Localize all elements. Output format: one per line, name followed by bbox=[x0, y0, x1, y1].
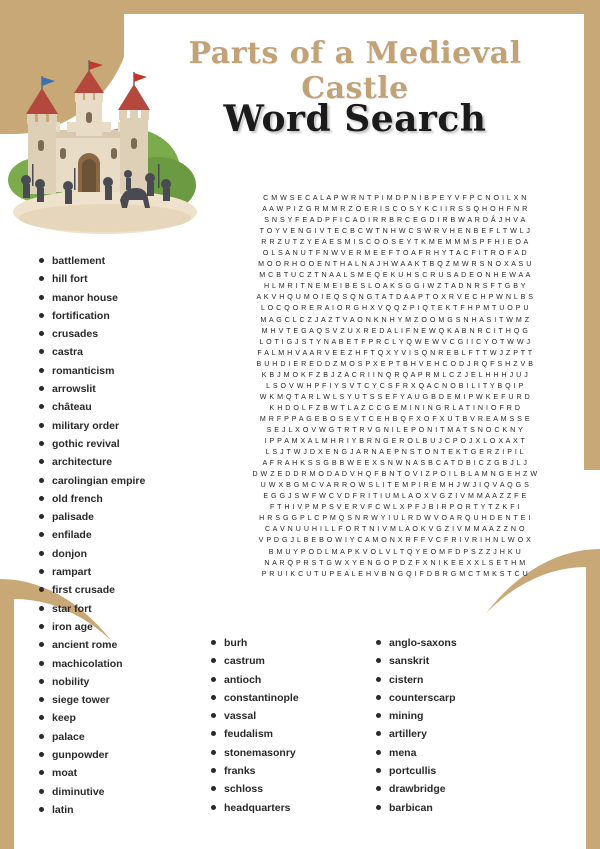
word-list-item[interactable]: crusades bbox=[38, 325, 188, 343]
word-list-item[interactable]: rampart bbox=[38, 563, 188, 581]
word-list-item[interactable]: carolingian empire bbox=[38, 472, 188, 490]
word-list-item[interactable]: battlement bbox=[38, 252, 188, 270]
grid-row: A K V H Q U M O I E Q S Q N G T A T D A A P T O X R V E C H P W N L B S bbox=[256, 293, 534, 302]
word-list-item[interactable]: mining bbox=[375, 707, 535, 725]
grid-row: O L S A N U T F N W V E R M E E F T O A F R H Y T A C F I T R O F A D bbox=[262, 249, 528, 258]
grid-row: M C B T U C Z T N A A L S M E Q E K U H S C R U S A D E O N H E W A A bbox=[259, 271, 531, 280]
word-list-item[interactable]: fortification bbox=[38, 307, 188, 325]
word-list-item[interactable]: schloss bbox=[210, 780, 360, 798]
word-list-item[interactable]: château bbox=[38, 398, 188, 416]
grid-row: T O Y V E N G I V T E C B C W T N H W C S W R V H E N B E F L T W L J bbox=[259, 227, 531, 236]
word-list-item[interactable]: palisade bbox=[38, 508, 188, 526]
grid-row: C A V N U U H I L L F O R T N I V M L A O K V G Z I V M M A A Z Z N O bbox=[264, 525, 526, 534]
word-list-item[interactable]: palace bbox=[38, 728, 188, 746]
grid-row: F T H I V P M P S V E R V F C W L X P F J B I R P O R T Y T Z K F I bbox=[269, 503, 521, 512]
grid-row: M R F P P A G E B O S E V T C E H B Q F X O F X U T B V R E A M S S E bbox=[259, 414, 531, 423]
word-list-item[interactable]: feudalism bbox=[210, 725, 360, 743]
word-list-item[interactable]: arrowslit bbox=[38, 380, 188, 398]
grid-row: H R S G G P L C P M Q S N R W Y I U L R D W V O A R Q U H D E N T E I bbox=[259, 514, 531, 523]
word-list-item[interactable]: franks bbox=[210, 762, 360, 780]
word-list-item[interactable]: mena bbox=[375, 744, 535, 762]
word-list-item[interactable]: barbican bbox=[375, 799, 535, 817]
word-list-item[interactable]: drawbridge bbox=[375, 780, 535, 798]
word-list-item[interactable]: vassal bbox=[210, 707, 360, 725]
grid-row: L S J T W J D X E N G J A R N A E P N S T O N T E K T G E R Z I P I L bbox=[265, 448, 525, 457]
grid-row: K H D O L F Z B W T L A Z C C G E M I N I N G R L A T I N I O F R D bbox=[269, 403, 521, 412]
grid-row: D W Z E D D R M O D A D V H Q F B N T O V I Z P O I L B L A M N G E H Z W bbox=[252, 470, 538, 479]
word-list-item[interactable]: nobility bbox=[38, 673, 188, 691]
grid-row: M A G C L C Z J A Z T V A O N K N H Y M Z O O M G S N H A S I T W M Z bbox=[260, 315, 530, 324]
word-list-item[interactable]: romanticism bbox=[38, 362, 188, 380]
word-list-item[interactable]: gothic revival bbox=[38, 435, 188, 453]
word-list-item[interactable]: siege tower bbox=[38, 691, 188, 709]
word-list-item[interactable]: donjon bbox=[38, 545, 188, 563]
word-list-item[interactable]: star fort bbox=[38, 600, 188, 618]
decor-band-top bbox=[108, 0, 600, 14]
grid-row: S N S Y F E A D P F I C A D I R R B R C E G D I R B W A R D Â J H V A bbox=[264, 216, 526, 225]
grid-row: L O T I G J S T Y N A B E T F P R C L Y Q W E W V C G I I C Y O T W W J bbox=[259, 337, 531, 346]
word-list-item[interactable]: antioch bbox=[210, 671, 360, 689]
grid-row: A A W P I Z G R M M R Z O E R I S C O S Y K C I I R S S Q H O H F N R bbox=[262, 205, 528, 214]
page-title: Parts of a Medieval Castle bbox=[188, 36, 522, 106]
word-list-item[interactable]: iron age bbox=[38, 618, 188, 636]
grid-row: M O O R H O O E N T H A L N A J H W A A K T B Q Z M W R S N O X A S U bbox=[258, 260, 532, 269]
word-list-item[interactable]: headquarters bbox=[210, 799, 360, 817]
grid-row: A F R A H K S S G B B W E E X S N W N A S B C A T D B I C Z G B J L J bbox=[262, 459, 528, 468]
word-list-item[interactable]: moat bbox=[38, 764, 188, 782]
grid-row: H L M R I T N E M E I B E S L O A K S G G I W Z T A D N R S F T G B Y bbox=[263, 282, 527, 291]
grid-row: W K M Q T A R L W L S Y U T S S E F Y A U G B D E M I P W K E F U R D bbox=[259, 392, 531, 401]
word-list-item[interactable]: gunpowder bbox=[38, 746, 188, 764]
word-list-item[interactable]: burh bbox=[210, 634, 360, 652]
word-list-item[interactable]: sanskrit bbox=[375, 652, 535, 670]
word-list-item[interactable]: machicolation bbox=[38, 655, 188, 673]
word-list-item[interactable]: castra bbox=[38, 343, 188, 361]
word-list-item[interactable]: ancient rome bbox=[38, 636, 188, 654]
word-list-item[interactable]: architecture bbox=[38, 453, 188, 471]
word-list-item[interactable]: stonemasonry bbox=[210, 744, 360, 762]
word-search-grid[interactable] bbox=[200, 193, 590, 580]
word-list-item[interactable]: first crusade bbox=[38, 581, 188, 599]
word-list-item[interactable]: military order bbox=[38, 417, 188, 435]
grid-row: L S O V W H P F I Y S V T C Y C S F R X Q A C N O B I L I T Y B Q I P bbox=[266, 381, 524, 390]
word-list-item[interactable]: keep bbox=[38, 709, 188, 727]
grid-row: S E J L X O V W G T R T R V G N I L E P O N I T M A T S N O C K N Y bbox=[266, 425, 524, 434]
word-list-item[interactable]: diminutive bbox=[38, 783, 188, 801]
grid-row: U W X B G M C V A R R O W S L I T E M P I R E M H J W J I Q V A Q G S bbox=[260, 481, 530, 490]
word-list-item[interactable]: old french bbox=[38, 490, 188, 508]
grid-row: E G G J S W F W C V D F R I T I U M L A O X V G Z I V M M A A Z Z F E bbox=[263, 492, 527, 501]
word-list-item[interactable]: counterscarp bbox=[375, 689, 535, 707]
word-list-item[interactable]: artillery bbox=[375, 725, 535, 743]
grid-row: C M W S E C A L A P W R N T P I M D P N I B P E Y V F P C N O I L X N bbox=[263, 194, 527, 202]
word-list-middle bbox=[210, 634, 360, 817]
grid-row: V P D G J L B E B O W I Y C A M O N X R F F V C F R I V R I H N L W O X bbox=[258, 536, 532, 545]
word-list-left bbox=[38, 252, 188, 819]
grid-row: R R Z U T Z Y E A E S M I S C O O S E Y T K M E M M M S P F H I E O A bbox=[261, 238, 529, 247]
word-list-item[interactable]: enfilade bbox=[38, 526, 188, 544]
word-list-item[interactable]: anglo-saxons bbox=[375, 634, 535, 652]
word-list-item[interactable]: cistern bbox=[375, 671, 535, 689]
grid-row: B U H D I E R E D D Z M O S P X E P T B H V E H C O D J R Q F S H Z V B bbox=[256, 359, 534, 368]
word-list-item[interactable]: latin bbox=[38, 801, 188, 819]
page-subtitle: Word Search bbox=[223, 98, 487, 140]
grid-row: K B J M O K F Z B J Z A C R I I N Q R Q A P R M L C Z J E L H H H J U J bbox=[261, 370, 529, 379]
word-list-item[interactable]: hill fort bbox=[38, 270, 188, 288]
grid-row: L O C Q O R E R A I O R G H X V Q Q Z P I Q T E K T F H P M T U O P U bbox=[261, 304, 529, 313]
word-list-item[interactable]: constantinople bbox=[210, 689, 360, 707]
word-list-right bbox=[375, 634, 535, 817]
grid-row: F A L M H V A A R V E E Z H F T Q X Y V I S Q N R E B L F T T W J Z P T T bbox=[257, 348, 533, 357]
grid-row: B M U Y P O D L M A P K V O L V L T Q Y E O M F D P S Z Z J H K U bbox=[268, 547, 522, 556]
word-list-item[interactable]: portcullis bbox=[375, 762, 535, 780]
grid-row: M H V T E G A Q S V Z U X R E D A L I F N E W Q K A B N R C I T H Q G bbox=[261, 326, 529, 335]
word-list-item[interactable]: castrum bbox=[210, 652, 360, 670]
grid-row: N A R Q P R S T G W X Y E N G O P D Z F X N I K E E X X L S E T H M bbox=[264, 558, 526, 567]
grid-row: I P P A M X A L M H R I Y B R N G E R O L B U J C P O J X L O X A X T bbox=[264, 437, 526, 446]
grid-row: P R U I K C U T U P E A L E H V B N G Q I F D B R G M C T M K S T C U bbox=[261, 569, 529, 578]
word-list-item[interactable]: manor house bbox=[38, 289, 188, 307]
